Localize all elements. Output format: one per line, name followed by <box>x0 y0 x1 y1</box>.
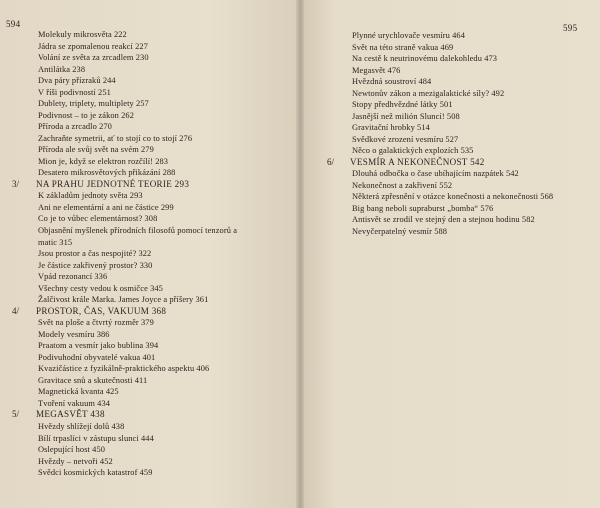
toc-entry: Plynné urychlovače vesmíru 464 <box>352 31 466 40</box>
toc-entry: Podivnost – to je zákon 262 <box>38 110 134 120</box>
toc-entry: Hvězdy shlížejí dolů 438 <box>38 422 125 432</box>
toc-chapter-heading: NA PRAHU JEDNOTNÉ TEORIE 293 <box>36 178 190 189</box>
toc-entry: Big bang neboli supraburst „bomba“ 576 <box>352 203 494 213</box>
page-number-left: 594 <box>6 19 21 29</box>
toc-entry: Zachraňte symetrii, ať to stojí co to stojí 276 <box>38 133 193 143</box>
toc-entry: Žalčivost krále Marka. James Joyce a příšery 361 <box>38 295 209 305</box>
toc-entry: Nekonečnost a zakřivení 552 <box>352 180 453 190</box>
toc-entry: Gravitace snů a skutečnosti 411 <box>38 375 148 385</box>
toc-entry: Co je to vůbec elementárnost? 308 <box>38 214 158 224</box>
toc-entry: Příroda a zrcadlo 270 <box>38 122 112 132</box>
toc-entry: Je částice zakřivený prostor? 330 <box>38 260 153 270</box>
book-gutter <box>296 0 304 508</box>
toc-chapter-heading: PROSTOR, ČAS, VAKUUM 368 <box>36 305 167 316</box>
toc-entry: Antisvět se zrodil ve stejný den a stejnou hodinu 582 <box>352 215 535 224</box>
toc-entry: Dva páry přízraků 244 <box>38 76 116 86</box>
toc-entry: matic 315 <box>38 237 73 247</box>
toc-entry: Praatom a vesmír jako bublina 394 <box>38 341 159 351</box>
toc-entry: Některá zpřesnění v otázce konečnosti a nekonečnosti 568 <box>352 192 554 201</box>
toc-chapter-heading: VESMÍR A NEKONEČNOST 542 <box>350 156 485 167</box>
toc-entry: Vpád rezonancí 336 <box>38 272 108 282</box>
right-page <box>300 0 600 508</box>
toc-entry: Hvězdy – netvoři 452 <box>38 456 113 466</box>
toc-entry: Oslepující host 450 <box>38 445 106 455</box>
toc-entry: Svědci kosmických katastrof 459 <box>38 468 153 478</box>
toc-entry: Nevyčerpatelný vesmír 588 <box>352 226 448 236</box>
toc-entry: Molekuly mikrosvěta 222 <box>38 30 127 39</box>
toc-chapter-heading: MEGASVĚT 438 <box>36 409 105 420</box>
toc-entry: Magnetická kvanta 425 <box>38 387 119 397</box>
toc-entry: Dublety, triplety, multiplety 257 <box>38 99 149 109</box>
chapter-number: 6/ <box>327 156 335 167</box>
toc-entry: Desatero mikrosvětových přikázání 288 <box>38 168 176 178</box>
toc-entry: Podivuhodní obyvatelé vakua 401 <box>38 352 156 362</box>
toc-entry: Newtonův zákon a mezigalaktické síly? 492 <box>352 88 505 98</box>
toc-entry: Svět na této straně vakua 469 <box>352 42 454 52</box>
toc-entry: Příroda ale svůj svět na svém 279 <box>38 145 154 155</box>
toc-entry: Antilátka 238 <box>38 64 86 74</box>
toc-entry: Dlouhá odbočka o čase ubíhajícím nazpátek 542 <box>352 169 519 178</box>
toc-entry: Všechny cesty vedou k osmičce 345 <box>38 283 163 293</box>
chapter-number: 4/ <box>12 305 20 316</box>
toc-entry: Jsou prostor a čas nespojité? 322 <box>38 249 152 259</box>
toc-entry: Svět na ploše a čtvrtý rozměr 379 <box>38 318 154 328</box>
toc-entry: Jasnější než milión Sluncí! 508 <box>352 111 460 121</box>
toc-entry: Mion je, když se elektron rozčílí! 283 <box>38 156 169 166</box>
page-number-right: 595 <box>563 23 578 33</box>
toc-entry: Modely vesmíru 386 <box>38 329 110 339</box>
toc-entry: Na cestě k neutrinovému dalekohledu 473 <box>352 54 498 63</box>
chapter-number: 5/ <box>12 409 20 420</box>
toc-entry: Hvězdná soustroví 484 <box>352 77 432 86</box>
toc-entry: Ani ne elementární a ani ne částice 299 <box>38 202 174 212</box>
toc-entry: Objasnění myšlenek přírodních filosofů pomocí tenzorů a <box>38 226 238 235</box>
toc-entry: Tvoření vakuum 434 <box>38 398 111 408</box>
toc-entry: Stopy předhvězdné látky 501 <box>352 100 453 109</box>
toc-entry: Volání ze světa za zrcadlem 230 <box>38 53 149 63</box>
toc-entry: Gravitační hrobky 514 <box>352 123 430 132</box>
toc-entry: Bílí trpaslíci v zástupu slunci 444 <box>38 433 154 443</box>
toc-entry: Svědkové zrození vesmíru 527 <box>352 134 459 144</box>
chapter-number: 3/ <box>12 178 20 189</box>
toc-entry: Kvazičástice z fyzikálně-praktického aspektu 406 <box>38 364 210 374</box>
toc-entry: Megasvět 476 <box>352 65 401 75</box>
toc-entry: Jádra se zpomalenou reakcí 227 <box>38 41 148 51</box>
toc-entry: K základům jednoty světa 293 <box>38 191 143 201</box>
toc-entry: Něco o galaktických explozích 535 <box>352 146 474 155</box>
toc-entry: V říši podivností 251 <box>38 87 111 97</box>
